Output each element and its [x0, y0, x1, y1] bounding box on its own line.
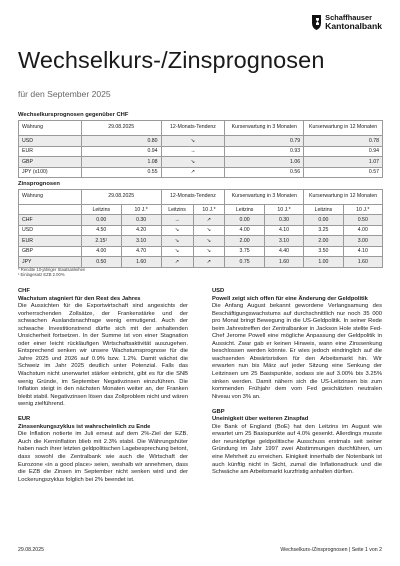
fx-forecast-table: [18, 120, 383, 178]
page-title: Wechselkurs-/Zinsprognosen: [18, 47, 325, 73]
gbp-headline: Uneinigkeit über weiteren Zinspfad: [212, 416, 309, 423]
footer-page-info: Wechselkurs-/Zinsprognosen | Seite 1 von 2: [280, 547, 382, 553]
currency-cell: EUR: [19, 146, 82, 157]
left-column: [18, 288, 188, 484]
sub-header: 10 J.*: [264, 205, 303, 215]
value-cell: 1.08: [81, 157, 161, 168]
value-cell: 0.80: [81, 136, 161, 147]
value-cell: 0.55: [81, 167, 161, 178]
value-cell: 1.60: [121, 257, 161, 268]
usd-body: Die Anfang August bekannt gewordene Verlangsamung des Beschäftigungswachstums auf durchschnittlich nur noch 35 000 pro Monat bringt Bewegung in die US-Geldpolitik. In seiner Rede beim Jahrestreffen der Zentralbanker in Jackson Hole stellte Fed-Chef Jerome Powell eine mögliche Anpassung der Geldpolitik in Aussicht. Zwar gab er keinen Hinweis, wann eine Zinssenkung beschlossen werden könnte. Er wies jedoch eindringlich auf die wachsenden Abwärtsrisiken für den Arbeitsmarkt hin. Wir erwarten nun bis März auf jeder Sitzung eine Senkung der Leitzinsen um 25 Basispunkte, sodass sie auf 3.00% bis 3.25% sinken werden. Damit nähern sich die US-Leitzinsen bis zum kommenden Frühjahr dem vom Fed geschätzten neutralen Niveau von 3% an.: [212, 303, 382, 400]
rates-table-heading: Zinsprognosen: [18, 181, 60, 187]
bank-logo: [311, 13, 382, 31]
table-row: [19, 225, 383, 236]
value-cell: 0.56: [225, 167, 304, 178]
section-tag-usd: USD: [212, 288, 225, 294]
value-cell: 4.00: [81, 246, 121, 257]
table-header-row: [19, 121, 383, 136]
page-subtitle: für den September 2025: [18, 89, 111, 99]
value-cell: 0.50: [343, 215, 382, 226]
value-cell: 0.30: [121, 215, 161, 226]
col-header: 29.08.2025: [81, 190, 161, 205]
value-cell: 1.00: [304, 257, 343, 268]
col-header: Kurserwartung in 3 Monaten: [225, 121, 304, 136]
value-cell: 1.60: [343, 257, 382, 268]
table-row: [19, 157, 383, 168]
value-cell: 2.00: [225, 236, 264, 247]
currency-cell: USD: [19, 136, 82, 147]
value-cell: 4.20: [121, 225, 161, 236]
footnote: ¹ Einlagesatz EZB 2.00%: [18, 272, 65, 278]
trend-arrow-icon: ↘: [193, 246, 225, 257]
trend-arrow-icon: ↗: [193, 215, 225, 226]
trend-arrow-icon: ↘: [161, 236, 193, 247]
value-cell: 0.30: [264, 215, 303, 226]
fx-table-heading: Wechselkursprognosen gegenüber CHF: [18, 112, 129, 118]
rates-forecast-table: [18, 189, 383, 268]
currency-cell: USD: [19, 225, 82, 236]
trend-arrow-icon: ↘: [193, 236, 225, 247]
value-cell: 4.70: [121, 246, 161, 257]
trend-arrow-icon: ↘: [161, 225, 193, 236]
value-cell: 0.78: [304, 136, 383, 147]
currency-cell: JPY: [19, 257, 82, 268]
value-cell: 4.10: [343, 246, 382, 257]
value-cell: 0.79: [225, 136, 304, 147]
table-row: [19, 236, 383, 247]
value-cell: 0.00: [225, 215, 264, 226]
trend-arrow-icon: ↘: [161, 157, 225, 168]
eur-body: Die Inflation notierte im Juli erneut auf dem 2%-Ziel der EZB. Auch die Kerninflation blieb mit 2.3% stabil. Die Währungshüter haben nach ihrer letzten geldpolitischen Lagebesprechung betont, dass sowohl die Zentralbank wie auch die Wirtschaft der Eurozone «in a good place» seien, weshalb wir annehmen, dass die EZB die Zinsen im September nicht senken wird und der Lockerungszyklus folglich bei 2% beendet ist.: [18, 431, 188, 483]
table-row: [19, 146, 383, 157]
value-cell: 2.15¹: [81, 236, 121, 247]
section-tag-eur: EUR: [18, 416, 31, 423]
col-header: 12-Monats-Tendenz: [161, 121, 225, 136]
col-header: Kurserwartung in 12 Monaten: [304, 190, 383, 205]
value-cell: 3.75: [225, 246, 264, 257]
value-cell: 0.94: [81, 146, 161, 157]
value-cell: 4.50: [81, 225, 121, 236]
bank-logo-icon: [311, 14, 322, 31]
sub-header: 10 J.*: [343, 205, 382, 215]
sub-header: Leitzins: [225, 205, 264, 215]
value-cell: 1.07: [304, 157, 383, 168]
col-header: 12-Monats-Tendenz: [161, 190, 225, 205]
value-cell: 0.94: [304, 146, 383, 157]
eur-headline: Zinssenkungszyklus ist wahrscheinlich zu Ende: [18, 423, 151, 430]
table-header-row: [19, 190, 383, 205]
col-header: Kurserwartung in 12 Monaten: [304, 121, 383, 136]
trend-arrow-icon: ↗: [161, 257, 193, 268]
value-cell: 1.06: [225, 157, 304, 168]
trend-arrow-icon: ↗: [161, 167, 225, 178]
currency-cell: JPY (x100): [19, 167, 82, 178]
sub-header: 10 J.*: [193, 205, 225, 215]
sub-header: Leitzins: [304, 205, 343, 215]
footer-date: 29.08.2025: [18, 547, 44, 553]
trend-arrow-icon: ↘: [161, 246, 193, 257]
usd-headline: Powell zeigt sich offen für eine Änderung der Geldpolitik: [212, 295, 368, 302]
chf-headline: Wachstum stagniert für den Rest des Jahres: [18, 295, 141, 302]
section-tag-gbp: GBP: [212, 408, 225, 415]
currency-cell: CHF: [19, 215, 82, 226]
value-cell: 0.00: [81, 215, 121, 226]
footnote: * Rendite 10-jähriger Staatsanleihen: [18, 267, 86, 272]
table-row: [19, 167, 383, 178]
section-tag-chf: CHF: [18, 288, 30, 294]
value-cell: 4.00: [225, 225, 264, 236]
value-cell: 4.10: [264, 225, 303, 236]
right-column: [212, 288, 382, 477]
trend-arrow-icon: ↘: [193, 225, 225, 236]
table-row: [19, 246, 383, 257]
trend-arrow-icon: →: [161, 146, 225, 157]
trend-arrow-icon: →: [161, 215, 193, 226]
table-subheader-row: [19, 205, 383, 215]
currency-cell: GBP: [19, 246, 82, 257]
value-cell: 3.10: [264, 236, 303, 247]
col-header: Währung: [19, 121, 82, 136]
value-cell: 2.00: [304, 236, 343, 247]
value-cell: 0.57: [304, 167, 383, 178]
trend-arrow-icon: ↘: [161, 136, 225, 147]
value-cell: 0.93: [225, 146, 304, 157]
value-cell: 3.50: [304, 246, 343, 257]
col-header: Währung: [19, 190, 82, 205]
col-header: Kurserwartung in 3 Monaten: [225, 190, 304, 205]
col-header: 29.08.2025: [81, 121, 161, 136]
chf-body: Die Aussichten für die Exportwirtschaft sind angesichts der vorherrschenden Zollsätze, der Frankenstärke und der schwachen Auslandsnachfrage wenig ermutigend. Auch der schwache Investitionstrend dürfte sich mit der anhaltenden Unsicherheit fortsetzen. In der Summe ist von einer Stagnation oder einer leicht rückläufigen Wirtschaftsaktivität auszugehen. Entsprechend senken wir unsere Wachstumsprognose für die Jahre 2025 und 2026 auf 0.9% bzw. 1.2%. Damit wächst die Schweiz im Jahr 2025 deutlich unter Potenzial. Falls das Wachstum nicht unerwartet stärker einbricht, gibt es für die SNB wenig Gründe, im September Negativzinsen einzuführen. Die Inflation steigt in den nächsten Monaten weiter an, der Franken bleibt stabil. Negativzinsen lösen das Zollproblem nicht und wären wenig zielführend.: [18, 303, 188, 408]
gbp-body: Die Bank of England (BoE) hat den Leitzins im August wie erwartet um 25 Basispunkte auf 4.0% gesenkt. Allerdings musste der neunköpfige geldpolitische Ausschuss erstmals seit seiner Gründung im Jahr 1997 zwei Abstimmungen durchführen, um eine Mehrheit zu erreichen. Einigkeit innerhalb der Notenbank ist auch künftig nicht in Sicht, zumal die Inflationsdruck und die Schwäche am Arbeitsmarkt kurzfristig anhalten dürften.: [212, 423, 382, 476]
footnotes: [18, 267, 85, 278]
value-cell: 0.00: [304, 215, 343, 226]
logo-line-2: Kantonalbank: [325, 21, 382, 31]
value-cell: 4.00: [343, 225, 382, 236]
value-cell: 3.10: [121, 236, 161, 247]
currency-cell: GBP: [19, 157, 82, 168]
value-cell: 1.60: [264, 257, 303, 268]
table-row: [19, 136, 383, 147]
sub-header: Leitzins: [161, 205, 193, 215]
value-cell: 0.75: [225, 257, 264, 268]
value-cell: 3.00: [343, 236, 382, 247]
trend-arrow-icon: ↗: [193, 257, 225, 268]
value-cell: 3.25: [304, 225, 343, 236]
sub-header: 10 J.*: [121, 205, 161, 215]
sub-header: Leitzins: [81, 205, 121, 215]
currency-cell: EUR: [19, 236, 82, 247]
table-row: [19, 215, 383, 226]
logo-line-1: Schaffhauser: [325, 13, 372, 22]
value-cell: 4.40: [264, 246, 303, 257]
value-cell: 0.50: [81, 257, 121, 268]
table-row: [19, 257, 383, 268]
